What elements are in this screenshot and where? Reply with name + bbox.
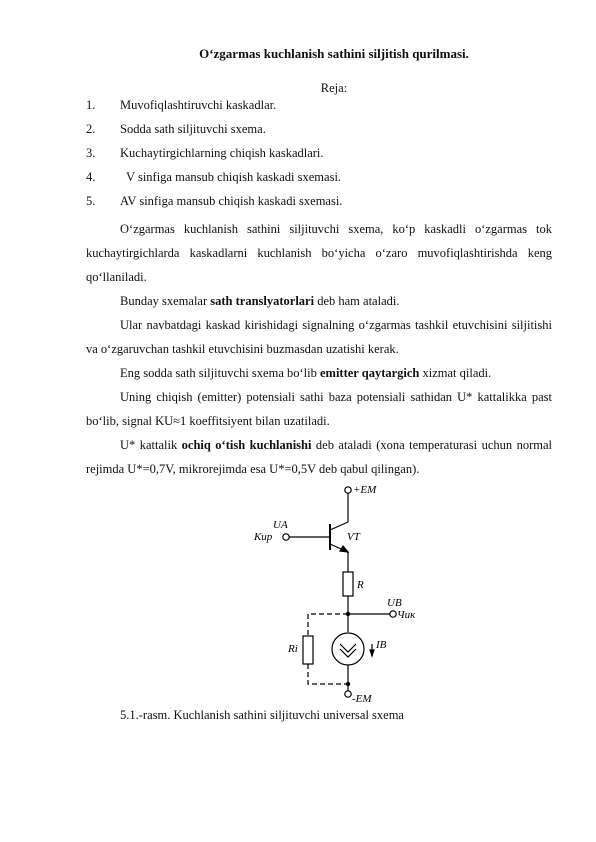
list-number: 3. <box>86 146 96 160</box>
input-terminal <box>283 534 289 540</box>
label-r: R <box>357 579 364 591</box>
bold-term: emitter qaytargich <box>319 366 420 380</box>
body-text <box>86 217 552 481</box>
paragraph: Ular navbatdagi kaskad kirishidagi signalning o‘zgarmas tashkil etuvchisini siljitishi va o‘zgaruvchan tashkil etuvchisini buzmasdan uzatishi kerak. <box>86 318 552 356</box>
list-number: 1. <box>86 98 96 112</box>
text-run: Bunday sxemalar <box>120 294 211 308</box>
text-run: deb ham ataladi. <box>314 294 400 308</box>
label-ri: Ri <box>288 643 298 655</box>
plan-heading: Reja: <box>320 81 348 95</box>
label-minus-em: -EM <box>352 693 372 705</box>
list-number: 4. <box>86 170 96 184</box>
list-text: Kuchaytirgichlarning chiqish kaskadlari. <box>120 146 324 160</box>
list-item <box>86 193 556 217</box>
list-text: V sinfiga mansub chiqish kaskadi sxemasi. <box>120 170 342 184</box>
text-run: Eng sodda sath siljituvchi sxema bo‘lib <box>120 366 320 380</box>
resistor-r <box>343 572 353 596</box>
list-item <box>86 169 556 193</box>
ground-terminal <box>345 691 351 697</box>
paragraph <box>86 289 552 313</box>
list-text: Sodda sath siljituvchi sxema. <box>120 122 266 136</box>
paragraph <box>86 361 552 385</box>
paragraph <box>86 433 552 481</box>
text-run: xizmat qiladi. <box>419 366 492 380</box>
bold-term: ochiq o‘tish kuchlanishi <box>181 438 312 452</box>
list-item <box>86 97 556 121</box>
resistor-ri <box>303 636 313 664</box>
plan-list <box>86 97 556 217</box>
list-item <box>86 145 556 169</box>
label-ua: UA <box>273 519 288 531</box>
output-terminal <box>390 611 396 617</box>
label-ib: IB <box>376 639 387 651</box>
figure-caption: 5.1.-rasm. Kuchlanish sathini siljituvchi universal sxema <box>120 708 404 722</box>
label-plus-em: +EM <box>353 484 377 496</box>
circuit-diagram <box>230 480 430 705</box>
bold-term: sath translyatorlari <box>210 294 315 308</box>
list-number: 2. <box>86 122 96 136</box>
list-number: 5. <box>86 194 96 208</box>
label-output: Чик <box>397 609 416 621</box>
text-run: deb ataladi (xona temperaturasi uchun normal rejimda U*=0,7V, mikrorejimda esa U*=0,5V deb qabul qilingan). <box>86 438 552 476</box>
supply-terminal <box>345 487 351 493</box>
list-item <box>86 121 556 145</box>
paragraph: Uning chiqish (emitter) potensiali sathi baza potensiali sathidan U* kattalikka past bo‘lib, signal KU≈1 koeffitsiyent bilan uzatiladi. <box>86 390 552 428</box>
paragraph: O‘zgarmas kuchlanish sathini siljituvchi sxema, ko‘p kaskadli o‘zgarmas tok kuchaytirgichlarda kaskadlarni kuchlanish bo‘yicha o‘zaro muvofiqlashtirishda keng qo‘llaniladi. <box>86 222 552 284</box>
label-input: Кир <box>254 531 273 543</box>
current-source <box>332 633 364 665</box>
page-title: O‘zgarmas kuchlanish sathini siljitish qurilmasi. <box>199 46 469 61</box>
label-vt: VT <box>347 531 360 543</box>
text-run: U* kattalik <box>120 438 182 452</box>
list-text: AV sinfiga mansub chiqish kaskadi sxemasi. <box>120 194 343 208</box>
list-text: Muvofiqlashtiruvchi kaskadlar. <box>120 98 277 112</box>
label-ub: UB <box>387 597 402 609</box>
